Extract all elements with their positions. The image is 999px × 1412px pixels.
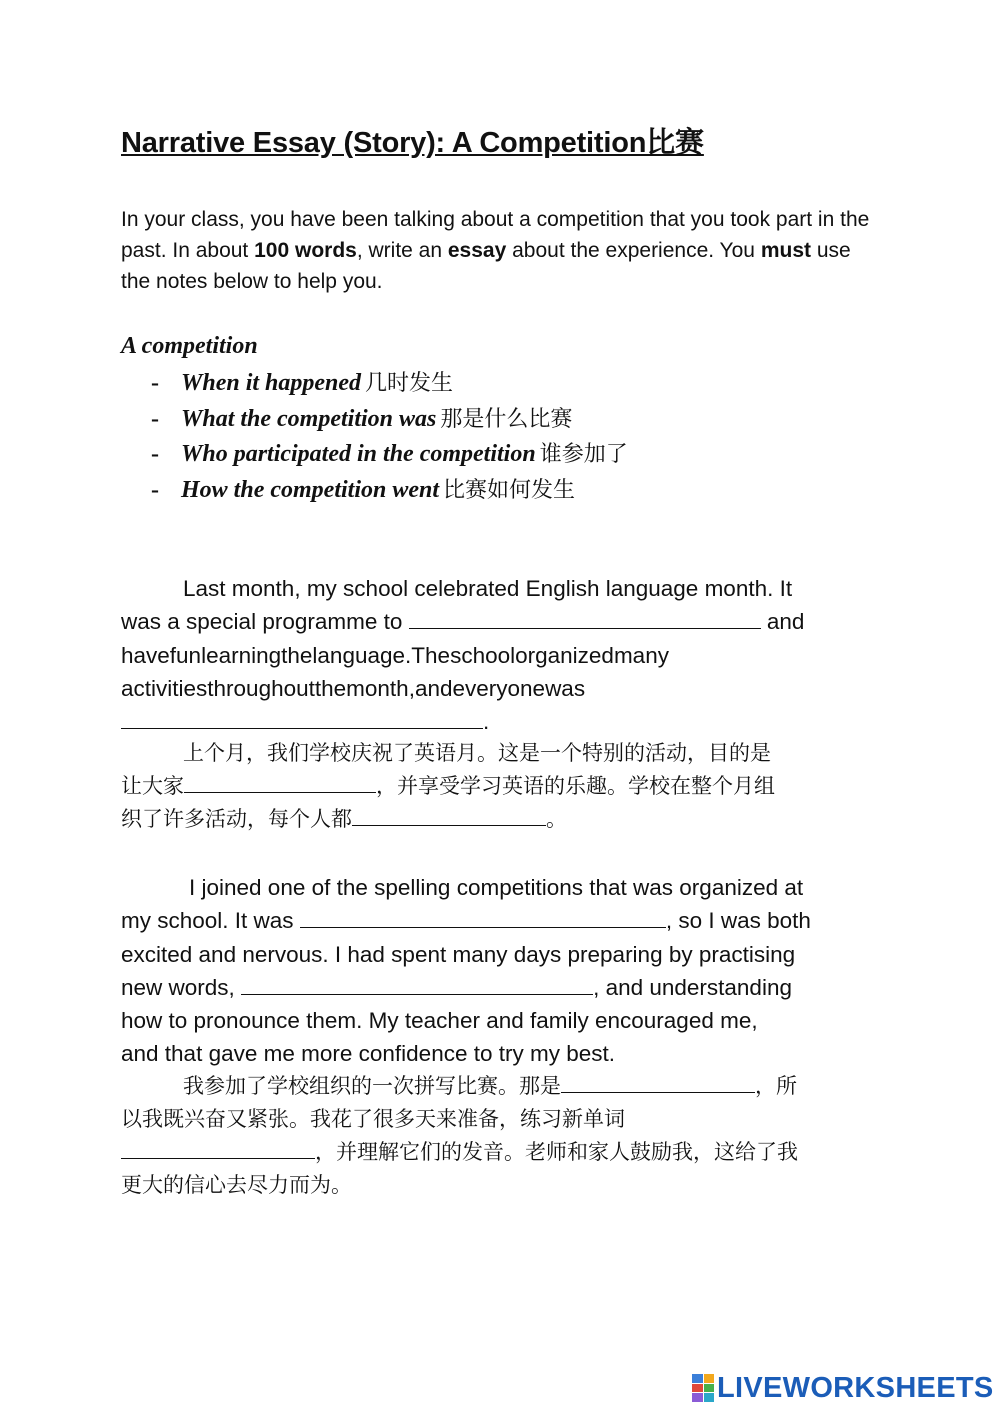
answer-blank-cn-4[interactable] [121, 1136, 315, 1159]
instructions-bold: must [760, 239, 812, 262]
notes-heading: A competition [121, 333, 258, 359]
notes-section [121, 330, 881, 508]
essay-paragraph-2: I joined one of the spelling competitions that was organized at my school. It was , so I was both excited and nervous. I had spent many days preparing by practising new words, , and understanding how to pronounce them. My teacher and family encouraged me, and that gave me more confidence to try my best. [121, 875, 811, 1067]
answer-blank-cn-3[interactable] [561, 1070, 755, 1093]
list-item: - How the competition went 比赛如何发生 [151, 476, 576, 503]
list-item: - What the competition was 那是什么比赛 [151, 405, 573, 432]
instructions-text: about the experience. You [506, 239, 761, 262]
liveworksheets-logo-icon [692, 1374, 714, 1402]
answer-blank-cn-2[interactable] [352, 803, 546, 826]
answer-blank-4[interactable] [241, 972, 593, 995]
brand-logo[interactable] [692, 1370, 994, 1406]
chinese-paragraph-2: 我参加了学校组织的一次拼写比赛。那是 ，所 以我既兴奋又紧张。我花了很多天来准备，练习新单词 ，并理解它们的发音。老师和家人鼓励我，这给了我 更大的信心去尽力而为。 [121, 1070, 881, 1202]
page-title: Narrative Essay (Story): A Competition比赛 [121, 127, 704, 159]
answer-blank-2[interactable] [121, 706, 483, 729]
brand-name: LIVEWORKSHEETS [717, 1371, 994, 1404]
notes-list [121, 366, 881, 508]
instructions [121, 204, 881, 297]
answer-blank-3[interactable] [300, 905, 666, 928]
list-item: - When it happened 几时发生 [151, 370, 454, 396]
essay-paragraph-1: Last month, my school celebrated English language month. It was a special programme to and havefunlearningthelanguage.Theschoolorganizedmany activitiesthroughoutthemonth,andeveryonewas . [121, 576, 805, 735]
list-item: - Who participated in the competition 谁参加了 [151, 441, 628, 467]
instructions-bold: essay [447, 239, 507, 262]
instructions-bold: 100 words [254, 239, 357, 262]
instructions-text: use the notes below to help you. [121, 239, 851, 293]
instructions-text: , write an [356, 239, 448, 262]
answer-blank-cn-1[interactable] [184, 770, 376, 793]
instructions-text: In your class, you have been talking about a competition that you took part in the past. In about [121, 208, 870, 262]
chinese-paragraph-1: 上个月，我们学校庆祝了英语月。这是一个特别的活动，目的是 让大家 ，并享受学习英语的乐趣。学校在整个月组 织了许多活动，每个人都 。 [121, 741, 775, 831]
answer-blank-1[interactable] [409, 606, 761, 629]
